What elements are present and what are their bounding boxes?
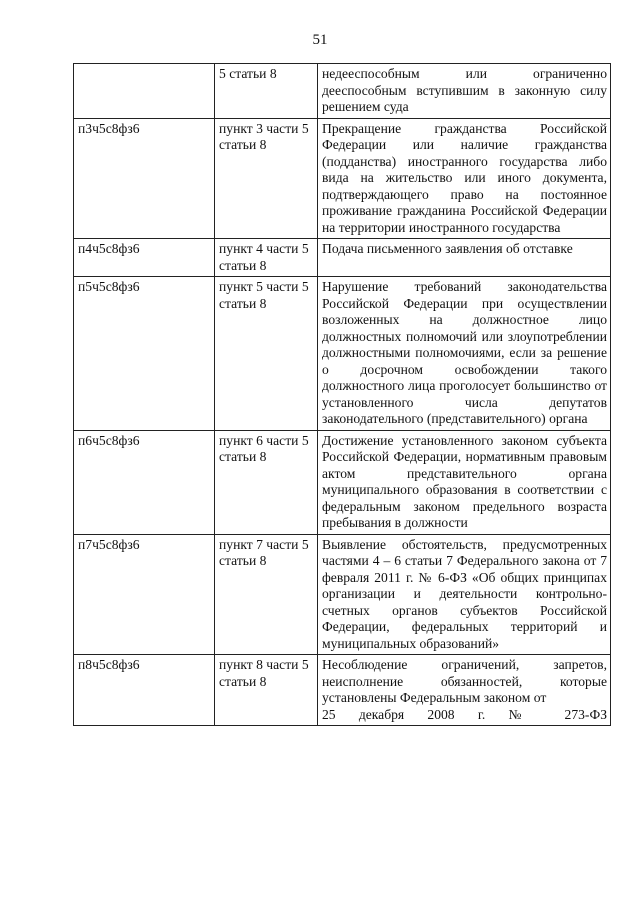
page-number: 51 bbox=[312, 32, 328, 48]
row-description: недееспособным или ограниченно дееспособным вступившим в законную силу решением суда bbox=[318, 64, 611, 119]
row-code bbox=[74, 64, 215, 119]
grounds-table bbox=[73, 63, 611, 726]
table-row bbox=[74, 239, 611, 277]
table-row bbox=[74, 277, 611, 431]
row-description: Достижение установленного законом субъекта Российской Федерации, нормативным правовым актом представительного органа муниципального образования в соответствии с федеральным законом предельного возраста пребывания в должности bbox=[318, 430, 611, 534]
row-description: Выявление обстоятельств, предусмотренных частями 4 – 6 статьи 7 Федерального закона от 7 февраля 2011 г. № 6-ФЗ «Об общих принципах организации и деятельности контрольно-счетных органов субъектов Российской Федерации, федеральных территорий и муниципальных образований» bbox=[318, 534, 611, 655]
table-row bbox=[74, 64, 611, 119]
row-legal-reference: 5 статьи 8 bbox=[215, 64, 318, 119]
row-description-continuation: 25 декабря 2008 г. № 273-ФЗ bbox=[322, 706, 607, 722]
row-description bbox=[318, 655, 611, 726]
row-legal-reference: пункт 3 части 5 статьи 8 bbox=[215, 118, 318, 239]
row-code: п7ч5с8фз6 bbox=[74, 534, 215, 655]
row-legal-reference: пункт 6 части 5 статьи 8 bbox=[215, 430, 318, 534]
row-description-text: Несоблюдение ограничений, запретов, неисполнение обязанностей, которые установлены Федеральным законом от bbox=[322, 657, 607, 705]
table-row bbox=[74, 534, 611, 655]
row-legal-reference: пункт 7 части 5 статьи 8 bbox=[215, 534, 318, 655]
row-code: п6ч5с8фз6 bbox=[74, 430, 215, 534]
row-description: Нарушение требований законодательства Российской Федерации при осуществлении возложенных на должностное лицо должностных полномочий или злоупотреблении должностными полномочиями, если за решение о досрочном освобождении такого должностного лица проголосует большинство от установленного числа депутатов законодательного (представительного) органа bbox=[318, 277, 611, 431]
table-row bbox=[74, 655, 611, 726]
row-code: п8ч5с8фз6 bbox=[74, 655, 215, 726]
row-code: п3ч5с8фз6 bbox=[74, 118, 215, 239]
row-code: п5ч5с8фз6 bbox=[74, 277, 215, 431]
table-row bbox=[74, 118, 611, 239]
row-legal-reference: пункт 8 части 5 статьи 8 bbox=[215, 655, 318, 726]
row-legal-reference: пункт 4 части 5 статьи 8 bbox=[215, 239, 318, 277]
row-code: п4ч5с8фз6 bbox=[74, 239, 215, 277]
table-row bbox=[74, 430, 611, 534]
row-description: Подача письменного заявления об отставке bbox=[318, 239, 611, 277]
row-description: Прекращение гражданства Российской Федерации или наличие гражданства (подданства) иностранного государства либо вида на жительство или иного документа, подтверждающего право на постоянное проживание гражданина Российской Федерации на территории иностранного государства bbox=[318, 118, 611, 239]
row-legal-reference: пункт 5 части 5 статьи 8 bbox=[215, 277, 318, 431]
